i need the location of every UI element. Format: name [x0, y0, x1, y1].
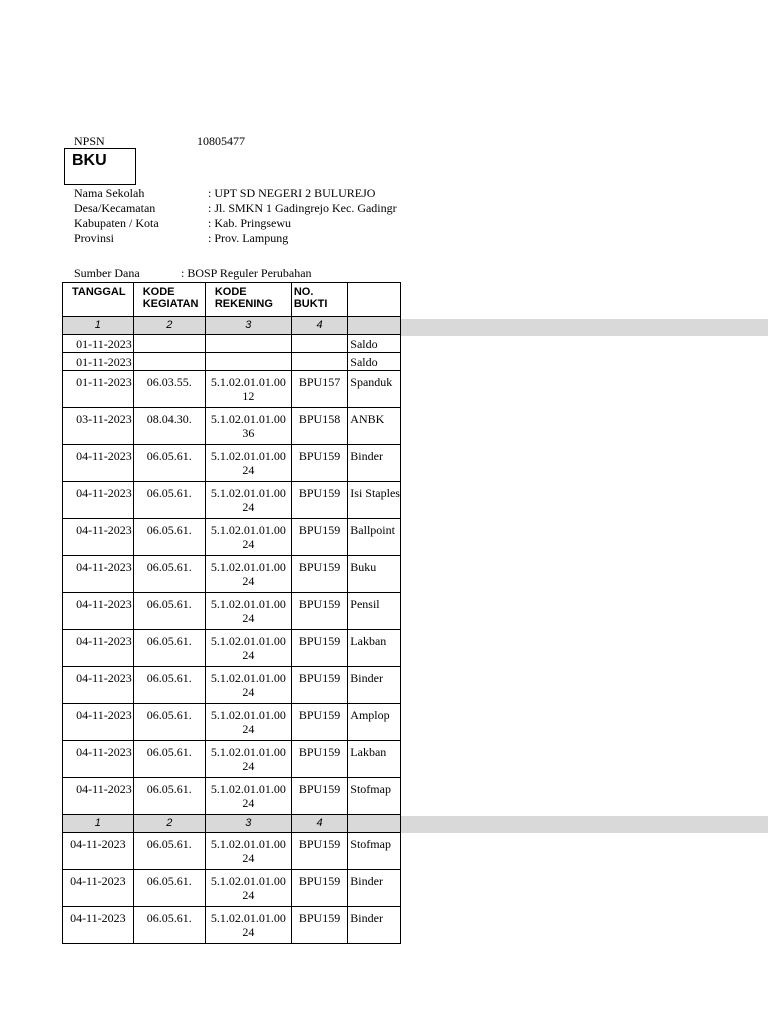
cell-no-bukti: BPU159: [291, 482, 347, 519]
table-row: [63, 907, 401, 944]
cell-uraian: Lakban: [348, 630, 401, 667]
table-row: [63, 519, 401, 556]
cell-kode-rekening: 5.1.02.01.01.00 36: [205, 408, 291, 445]
cell-uraian: Spanduk: [348, 371, 401, 408]
table-row: [63, 870, 401, 907]
cell-no-bukti: BPU159: [291, 519, 347, 556]
info-value: : Prov. Lampung: [208, 231, 289, 245]
cell-tanggal: 04-11-2023: [63, 907, 134, 944]
cell-no-bukti: [291, 353, 347, 371]
column-number-cell: 4: [291, 815, 347, 833]
table-row: [63, 704, 401, 741]
header-kode-kegiatan: KODE KEGIATAN: [133, 283, 205, 317]
column-number-cell: 3: [205, 815, 291, 833]
cell-no-bukti: BPU159: [291, 630, 347, 667]
table-row: [63, 353, 401, 371]
cell-tanggal: 04-11-2023: [63, 778, 134, 815]
cell-tanggal: 01-11-2023: [63, 335, 134, 353]
cell-kode-rekening: 5.1.02.01.01.00 24: [205, 445, 291, 482]
cell-uraian: Binder: [348, 667, 401, 704]
cell-no-bukti: BPU159: [291, 556, 347, 593]
cell-uraian: Buku: [348, 556, 401, 593]
table-row: [63, 335, 401, 353]
table-row: [63, 593, 401, 630]
cell-kode-kegiatan: 06.05.61.: [133, 667, 205, 704]
table-row: [63, 556, 401, 593]
cell-tanggal: 04-11-2023: [63, 593, 134, 630]
cell-tanggal: 04-11-2023: [63, 482, 134, 519]
table-row: [63, 833, 401, 870]
cell-kode-kegiatan: 06.05.61.: [133, 778, 205, 815]
info-label: Desa/Kecamatan: [74, 201, 156, 215]
info-label: Provinsi: [74, 231, 115, 245]
table-row: [63, 445, 401, 482]
cell-uraian: Binder: [348, 445, 401, 482]
cell-kode-kegiatan: 06.05.61.: [133, 741, 205, 778]
sumber-dana-label: Sumber Dana: [74, 266, 140, 280]
cell-uraian: Ballpoint: [348, 519, 401, 556]
cell-kode-kegiatan: 06.05.61.: [133, 482, 205, 519]
header-no-bukti: NO. BUKTI: [291, 283, 347, 317]
sumber-dana-value: : BOSP Reguler Perubahan: [181, 266, 312, 280]
cell-uraian: ANBK: [348, 408, 401, 445]
cell-no-bukti: BPU159: [291, 593, 347, 630]
cell-tanggal: 04-11-2023: [63, 519, 134, 556]
cell-kode-rekening: [205, 335, 291, 353]
cell-no-bukti: BPU159: [291, 778, 347, 815]
cell-kode-kegiatan: 06.03.55.: [133, 371, 205, 408]
table-row: [63, 482, 401, 519]
header-tanggal: TANGGAL: [63, 283, 134, 317]
cell-kode-kegiatan: 08.04.30.: [133, 408, 205, 445]
cell-tanggal: 04-11-2023: [63, 741, 134, 778]
cell-kode-kegiatan: 06.05.61.: [133, 704, 205, 741]
table-row: [63, 408, 401, 445]
info-label: Kabupaten / Kota: [74, 216, 159, 230]
cell-kode-rekening: 5.1.02.01.01.00 24: [205, 870, 291, 907]
column-number-band-extension: [401, 816, 768, 833]
cell-uraian: Stofmap: [348, 778, 401, 815]
cell-kode-kegiatan: 06.05.61.: [133, 445, 205, 482]
cell-kode-rekening: 5.1.02.01.01.00 24: [205, 482, 291, 519]
cell-no-bukti: BPU159: [291, 870, 347, 907]
column-number-cell: 3: [205, 317, 291, 335]
cell-kode-rekening: 5.1.02.01.01.00 24: [205, 778, 291, 815]
info-label: Nama Sekolah: [74, 186, 145, 200]
cell-kode-rekening: 5.1.02.01.01.00 24: [205, 519, 291, 556]
table-header-row: [63, 283, 401, 317]
cell-no-bukti: BPU159: [291, 667, 347, 704]
npsn-value: 10805477: [197, 134, 245, 148]
table-row: [63, 741, 401, 778]
cell-no-bukti: BPU157: [291, 371, 347, 408]
cell-uraian: Lakban: [348, 741, 401, 778]
column-number-cell: 2: [133, 815, 205, 833]
cell-kode-rekening: 5.1.02.01.01.00 12: [205, 371, 291, 408]
cell-uraian: Isi Staples: [348, 482, 401, 519]
column-number-band-extension: [401, 319, 768, 336]
cell-tanggal: 03-11-2023: [63, 408, 134, 445]
cell-kode-kegiatan: 06.05.61.: [133, 519, 205, 556]
header-uraian: [348, 283, 401, 317]
cell-tanggal: 04-11-2023: [63, 833, 134, 870]
column-number-cell: 4: [291, 317, 347, 335]
cell-tanggal: 04-11-2023: [63, 667, 134, 704]
header-kode-rekening: KODE REKENING: [205, 283, 291, 317]
cell-kode-kegiatan: [133, 353, 205, 371]
bku-table: [62, 282, 401, 944]
bku-title: BKU: [72, 152, 107, 169]
cell-tanggal: 04-11-2023: [63, 870, 134, 907]
cell-uraian: Pensil: [348, 593, 401, 630]
cell-no-bukti: BPU159: [291, 741, 347, 778]
cell-tanggal: 04-11-2023: [63, 704, 134, 741]
cell-kode-rekening: [205, 353, 291, 371]
cell-kode-rekening: 5.1.02.01.01.00 24: [205, 833, 291, 870]
cell-uraian: Saldo: [348, 353, 401, 371]
cell-tanggal: 01-11-2023: [63, 353, 134, 371]
column-number-cell: 1: [63, 815, 134, 833]
column-number-cell: 1: [63, 317, 134, 335]
column-number-row: [63, 317, 401, 335]
cell-kode-rekening: 5.1.02.01.01.00 24: [205, 704, 291, 741]
cell-no-bukti: [291, 335, 347, 353]
cell-uraian: Amplop: [348, 704, 401, 741]
cell-uraian: Stofmap: [348, 833, 401, 870]
column-number-cell: 2: [133, 317, 205, 335]
table-row: [63, 371, 401, 408]
cell-tanggal: 04-11-2023: [63, 445, 134, 482]
table-row: [63, 630, 401, 667]
cell-no-bukti: BPU159: [291, 704, 347, 741]
cell-uraian: Binder: [348, 870, 401, 907]
cell-no-bukti: BPU158: [291, 408, 347, 445]
cell-no-bukti: BPU159: [291, 445, 347, 482]
cell-kode-rekening: 5.1.02.01.01.00 24: [205, 593, 291, 630]
cell-tanggal: 04-11-2023: [63, 630, 134, 667]
cell-kode-kegiatan: 06.05.61.: [133, 556, 205, 593]
cell-kode-kegiatan: 06.05.61.: [133, 907, 205, 944]
column-number-cell: [348, 815, 401, 833]
cell-kode-kegiatan: 06.05.61.: [133, 870, 205, 907]
info-value: : UPT SD NEGERI 2 BULUREJO: [208, 186, 376, 200]
table-row: [63, 667, 401, 704]
cell-kode-rekening: 5.1.02.01.01.00 24: [205, 667, 291, 704]
column-number-row: [63, 815, 401, 833]
cell-kode-kegiatan: 06.05.61.: [133, 593, 205, 630]
cell-kode-rekening: 5.1.02.01.01.00 24: [205, 630, 291, 667]
cell-kode-kegiatan: 06.05.61.: [133, 630, 205, 667]
cell-kode-rekening: 5.1.02.01.01.00 24: [205, 556, 291, 593]
cell-uraian: Binder: [348, 907, 401, 944]
cell-kode-rekening: 5.1.02.01.01.00 24: [205, 741, 291, 778]
cell-tanggal: 01-11-2023: [63, 371, 134, 408]
cell-no-bukti: BPU159: [291, 907, 347, 944]
table-row: [63, 778, 401, 815]
info-value: : Jl. SMKN 1 Gadingrejo Kec. Gadingr: [208, 201, 397, 215]
cell-kode-kegiatan: [133, 335, 205, 353]
cell-kode-kegiatan: 06.05.61.: [133, 833, 205, 870]
info-value: : Kab. Pringsewu: [208, 216, 291, 230]
column-number-cell: [348, 317, 401, 335]
npsn-label: NPSN: [74, 134, 105, 148]
cell-no-bukti: BPU159: [291, 833, 347, 870]
cell-uraian: Saldo: [348, 335, 401, 353]
cell-kode-rekening: 5.1.02.01.01.00 24: [205, 907, 291, 944]
cell-tanggal: 04-11-2023: [63, 556, 134, 593]
